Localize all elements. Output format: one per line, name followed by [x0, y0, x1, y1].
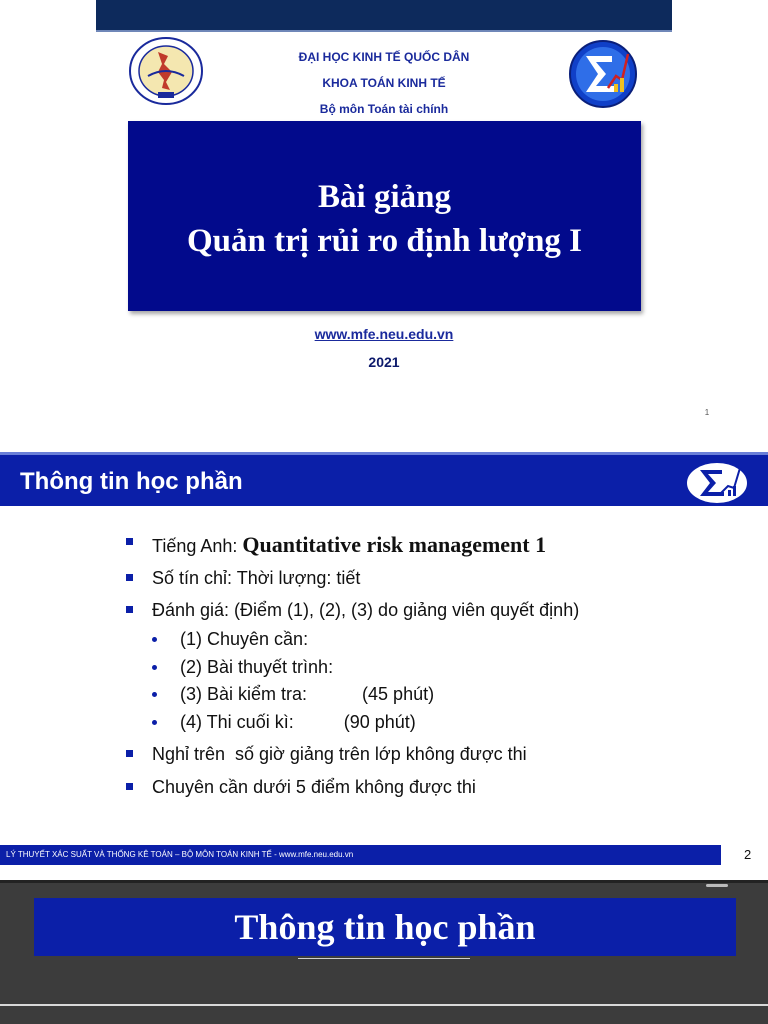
page-number: 1 [704, 408, 710, 417]
slide-top-edge [0, 880, 768, 883]
bullet-square-icon [126, 750, 133, 757]
institution-header [220, 44, 548, 122]
bullet-dot-icon [152, 637, 157, 642]
bullet-square-icon [126, 538, 133, 545]
sub-item-text: (3) Bài kiểm tra: (45 phút) [180, 684, 435, 704]
bullet-square-icon [126, 574, 133, 581]
slide-edge-mark [706, 884, 728, 887]
slide-title: Thông tin học phần [34, 898, 736, 956]
rule-text: Chuyên cần dưới 5 điểm không được thi [152, 777, 476, 797]
bullet-dot-icon [152, 665, 157, 670]
english-course-name: Quantitative risk management 1 [242, 532, 547, 557]
slide-footer: LÝ THUYẾT XÁC SUẤT VÀ THỐNG KÊ TOÁN – BỘ MÔN TOÁN KINH TẾ - www.mfe.neu.edu.vn [0, 845, 721, 865]
website-link[interactable]: www.mfe.neu.edu.vn [314, 326, 454, 342]
department-name: Bộ môn Toán tài chính [319, 102, 449, 116]
slide-title: Thông tin học phần [20, 468, 243, 495]
slide-1 [0, 0, 768, 440]
slide-header [0, 452, 768, 506]
bullet-dot-icon [152, 692, 157, 697]
credits-text: Số tín chỉ: Thời lượng: tiết [152, 568, 361, 588]
lecture-title-box [128, 121, 641, 311]
rule-text: Nghỉ trên số giờ giảng trên lớp không được thi [152, 744, 527, 764]
top-banner-line [96, 30, 672, 32]
title-underline [298, 958, 470, 959]
assessment-text: Đánh giá: (Điểm (1), (2), (3) do giảng viên quyết định) [152, 600, 580, 620]
slide-bottom-edge [0, 1004, 768, 1006]
sub-item-text: (4) Thi cuối kì: (90 phút) [180, 712, 416, 732]
university-name: ĐẠI HỌC KINH TẾ QUỐC DÂN [298, 50, 470, 64]
slide-3 [0, 880, 768, 1024]
sub-item-text: (2) Bài thuyết trình: [180, 657, 334, 677]
english-label: Tiếng Anh: [152, 536, 243, 556]
bullet-square-icon [126, 783, 133, 790]
lecture-title-line1: Bài giảng [318, 179, 451, 215]
page-number: 2 [744, 847, 752, 862]
sigma-chart-icon [684, 460, 750, 506]
bullet-dot-icon [152, 720, 157, 725]
sub-item-text: (1) Chuyên cần: [180, 629, 309, 649]
bullet-square-icon [126, 606, 133, 613]
slide-2 [0, 452, 768, 870]
faculty-name: KHOA TOÁN KINH TẾ [322, 76, 446, 90]
lecture-title-line2: Quản trị rủi ro định lượng I [186, 223, 583, 259]
top-banner [96, 0, 672, 30]
university-seal-icon [128, 36, 204, 106]
year-label: 2021 [368, 354, 400, 370]
sigma-chart-icon [568, 40, 638, 108]
